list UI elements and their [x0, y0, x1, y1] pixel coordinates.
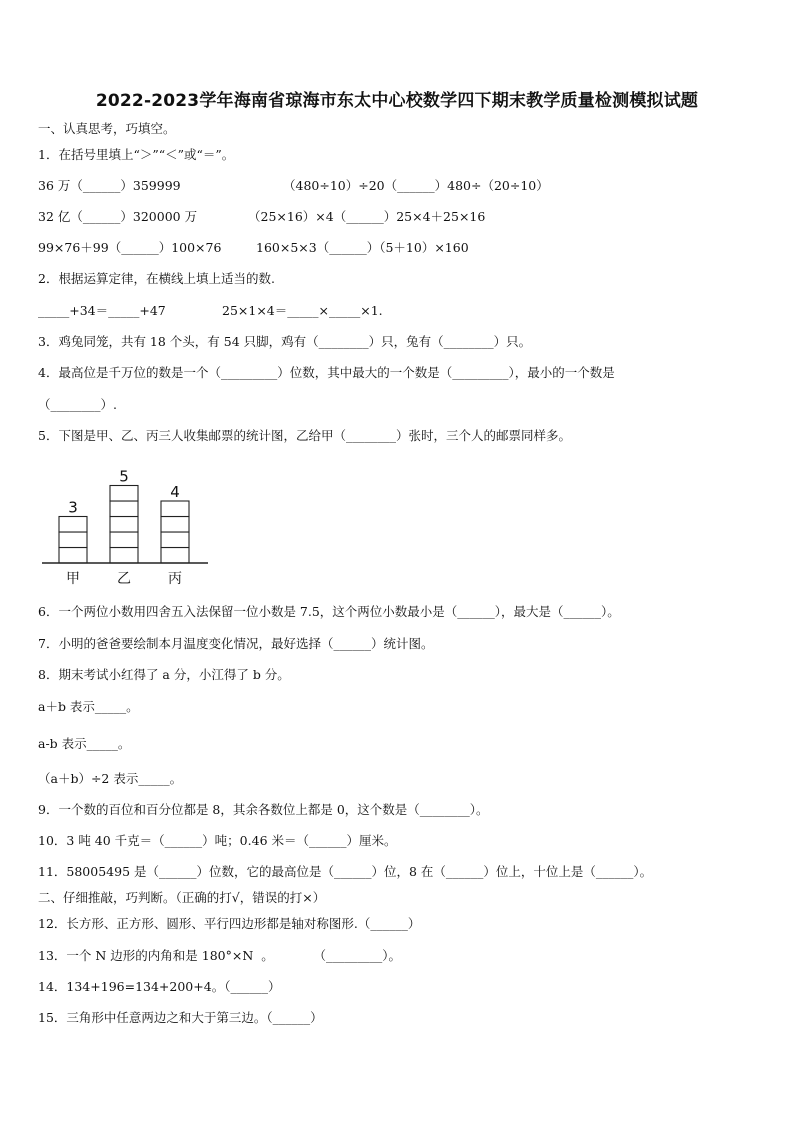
question-8-part-b: a-b 表示_____。: [38, 736, 131, 751]
bar-cell-甲-2: [59, 532, 87, 548]
question-8-part-c: （a＋b）÷2 表示_____。: [38, 771, 183, 786]
question-1-row-3-right: 160×5×3（______）（5＋10）×160: [256, 240, 469, 255]
bar-cell-丙-3: [161, 517, 189, 533]
bar-cell-乙-2: [110, 532, 138, 548]
bar-cell-乙-5: [110, 486, 138, 502]
bar-cell-乙-3: [110, 517, 138, 533]
question-6: 6．一个两位小数用四舍五入法保留一位小数是 7.5，这个两位小数最小是（______），最大是（______）。: [38, 604, 620, 619]
question-1-row-1-left: 36 万（______）359999: [38, 178, 181, 193]
question-12: 12．长方形、正方形、圆形、平行四边形都是轴对称图形.（______）: [38, 916, 421, 931]
section-1-heading: 一、认真思考，巧填空。: [38, 121, 176, 136]
bar-cell-乙-1: [110, 548, 138, 564]
question-13: 13．一个 N 边形的内角和是 180°×N 。 （_________）。: [38, 948, 401, 963]
stamp-count-chart: [38, 456, 218, 588]
question-7: 7．小明的爸爸要绘制本月温度变化情况，最好选择（______）统计图。: [38, 636, 434, 651]
bar-cell-丙-1: [161, 548, 189, 564]
question-2-part-b: 25×1×4＝_____×_____×1.: [222, 303, 383, 318]
question-5: 5．下图是甲、乙、丙三人收集邮票的统计图，乙给甲（________）张时，三个人的邮票同样多。: [38, 428, 571, 443]
question-15: 15．三角形中任意两边之和大于第三边。（______）: [38, 1010, 323, 1025]
question-4-line-1: 4．最高位是千万位的数是一个（_________）位数，其中最大的一个数是（_________），最小的一个数是: [38, 365, 615, 380]
question-9: 9．一个数的百位和百分位都是 8，其余各数位上都是 0，这个数是（________）。: [38, 802, 489, 817]
question-1-row-2-right: （25×16）×4（______）25×4＋25×16: [248, 209, 486, 224]
bar-cell-甲-1: [59, 548, 87, 564]
category-label-甲: 甲: [66, 571, 80, 587]
question-10: 10．3 吨 40 千克＝（______）吨；0.46 米＝（______）厘米。: [38, 833, 397, 848]
question-1-row-1-right: （480÷10）÷20（______）480÷（20÷10）: [283, 178, 549, 193]
question-3: 3．鸡兔同笼，共有 18 个头，有 54 只脚，鸡有（________）只，兔有（________）只。: [38, 334, 532, 349]
question-1-stem: 1．在括号里填上“＞”“＜”或“＝”。: [38, 147, 235, 162]
question-8-part-a: a＋b 表示_____。: [38, 699, 139, 714]
category-label-丙: 丙: [168, 571, 182, 587]
question-2-part-a: _____+34＝_____+47: [38, 303, 166, 318]
page-title: 2022-2023学年海南省琼海市东太中心校数学四下期末教学质量检测模拟试题: [95, 91, 699, 111]
category-label-乙: 乙: [117, 571, 131, 587]
bar-cell-乙-4: [110, 501, 138, 517]
section-2-heading: 二、仔细推敲，巧判断。（正确的打√，错误的打×）: [38, 890, 326, 905]
bar-value-label-乙: 5: [119, 467, 129, 486]
question-1-row-3-left: 99×76＋99（______）100×76: [38, 240, 222, 255]
question-14: 14．134+196=134+200+4。（______）: [38, 979, 281, 994]
bar-cell-丙-2: [161, 532, 189, 548]
bar-cell-丙-4: [161, 501, 189, 517]
question-2-stem: 2．根据运算定律，在横线上填上适当的数.: [38, 271, 275, 286]
bar-value-label-丙: 4: [170, 483, 180, 501]
bar-value-label-甲: 3: [68, 498, 78, 517]
question-1-row-2-left: 32 亿（______）320000 万: [38, 209, 198, 224]
question-4-line-2: （________）.: [38, 397, 117, 412]
bar-cell-甲-3: [59, 517, 87, 533]
question-11: 11．58005495 是（______）位数，它的最高位是（______）位，8 在（______）位上，十位上是（______）。: [38, 864, 653, 879]
question-8-stem: 8．期末考试小红得了 a 分，小江得了 b 分。: [38, 667, 290, 682]
